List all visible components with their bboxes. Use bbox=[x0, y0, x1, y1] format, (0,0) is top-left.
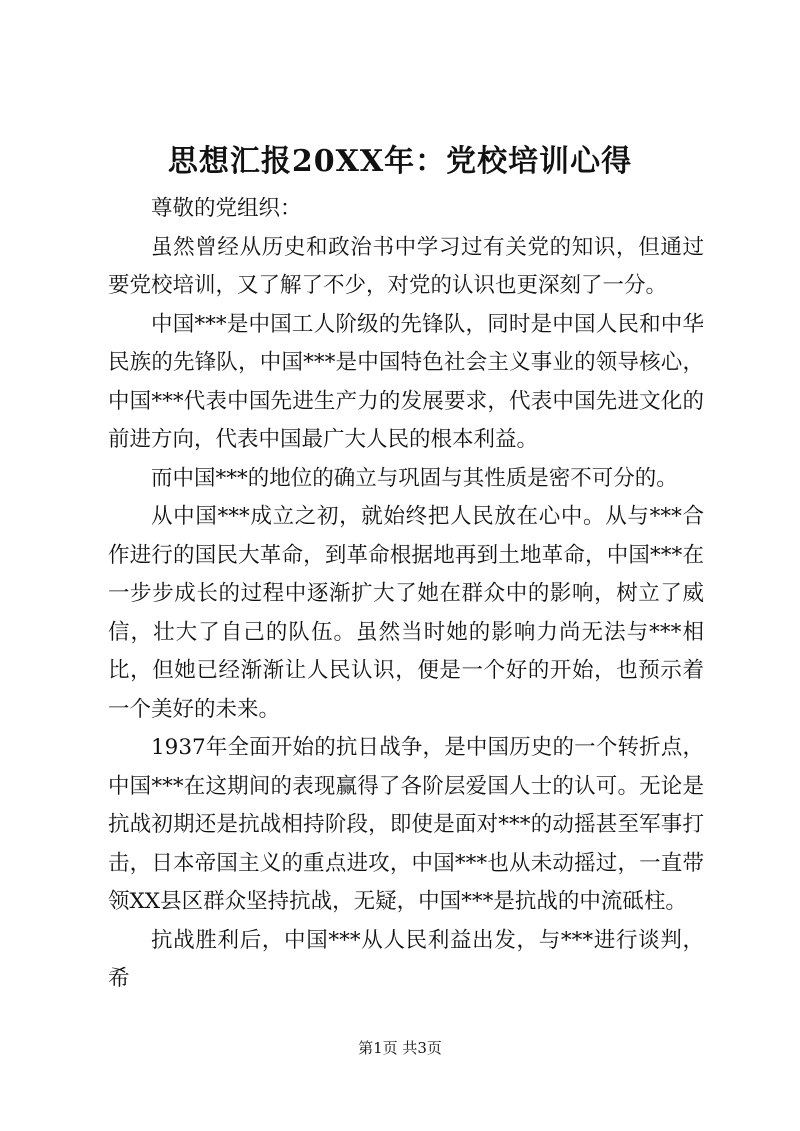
body-paragraph: 1937年全面开始的抗日战争，是中国历史的一个转折点，中国***在这期间的表现赢得了各阶层爱国人士的认可。无论是抗战初期还是抗战相持阶段，即使是面对***的动摇甚至军事打击，日本帝国主义的重点进攻，中国***也从未动摇过，一直带领XX县区群众坚持抗战，无疑，中国***是抗战的中流砥柱。 bbox=[108, 735, 704, 914]
page-footer bbox=[0, 1038, 800, 1058]
document-title: 思想汇报20XX年：党校培训心得 bbox=[167, 144, 633, 179]
body-paragraph: 中国***是中国工人阶级的先锋队，同时是中国人民和中华民族的先锋队，中国***是中国特色社会主义事业的领导核心，中国***代表中国先进生产力的发展要求，代表中国先进文化的前进方向，代表中国最广大人民的根本利益。 bbox=[108, 311, 704, 452]
body-paragraph: 抗战胜利后，中国***从人民利益出发，与***进行谈判，希 bbox=[108, 927, 704, 991]
body-paragraph: 从中国***成立之初，就始终把人民放在心中。从与***合作进行的国民大革命，到革命根据地再到土地革命，中国***在一步步成长的过程中逐渐扩大了她在群众中的影响，树立了威信，壮大了自己的队伍。虽然当时她的影响力尚无法与***相比，但她已经渐渐让人民认识，便是一个好的开始，也预示着一个美好的未来。 bbox=[108, 504, 704, 722]
salutation-paragraph: 尊敬的党组织： bbox=[151, 196, 302, 221]
body-paragraph: 而中国***的地位的确立与巩固与其性质是密不可分的。 bbox=[151, 465, 678, 491]
document-body bbox=[108, 190, 704, 999]
body-paragraph: 虽然曾经从历史和政治书中学习过有关党的知识，但通过要党校培训，又了解了不少，对党的认识也更深刻了一分。 bbox=[108, 234, 704, 298]
page-number: 第1页 共3页 bbox=[358, 1039, 442, 1057]
